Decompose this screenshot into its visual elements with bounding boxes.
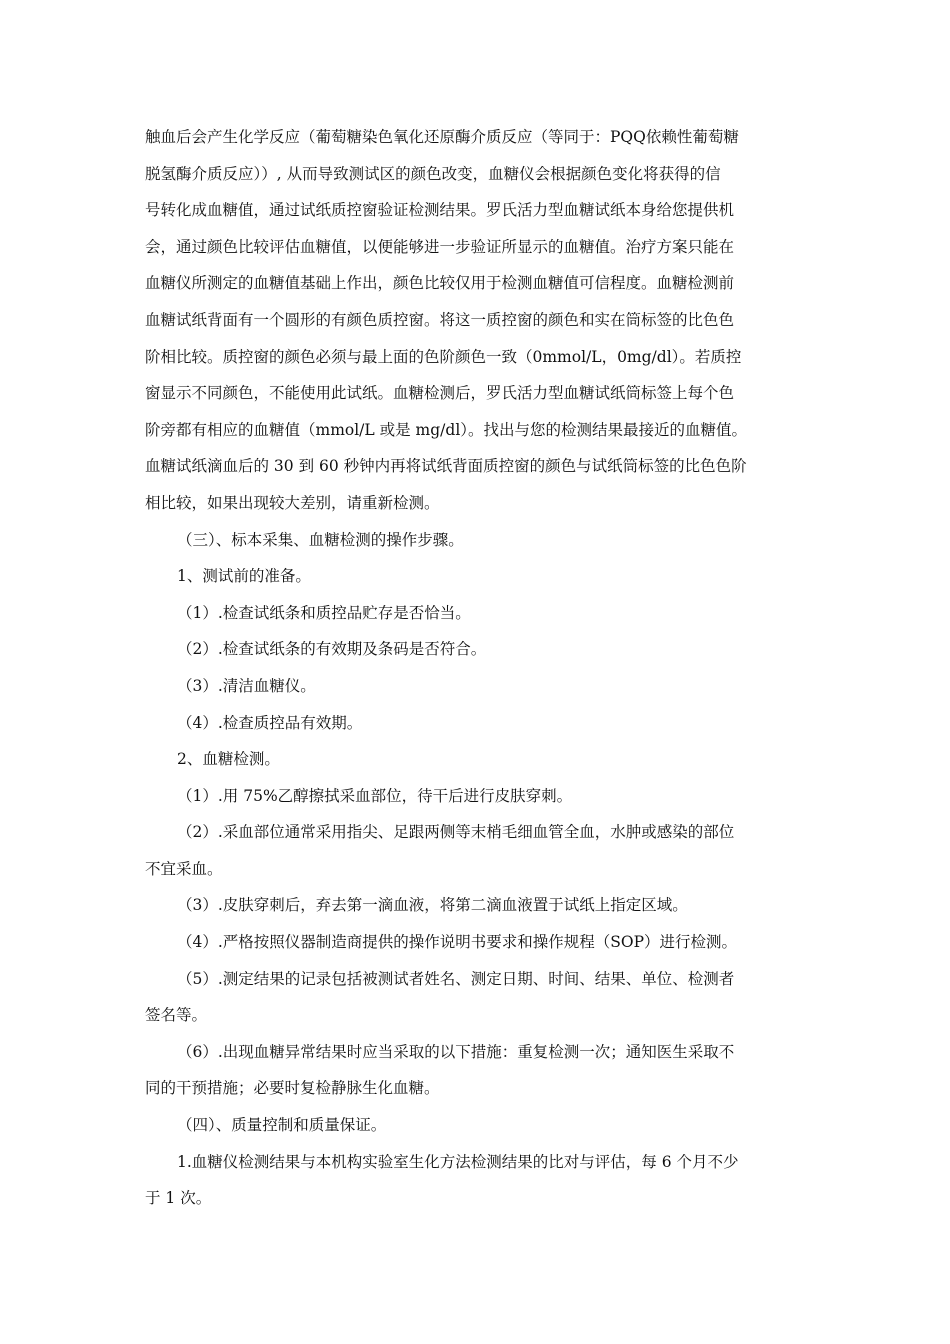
text-line: 不宜采血。 bbox=[145, 859, 223, 878]
text-line: 阶相比较。质控窗的颜色必须与最上面的色阶颜色一致（0mmol/L，0mg/dl）。若质控 bbox=[145, 347, 742, 366]
document-body bbox=[145, 119, 805, 1217]
text-line: （5）.测定结果的记录包括被测试者姓名、测定日期、时间、结果、单位、检测者 bbox=[177, 969, 735, 988]
text-line: （四）、质量控制和质量保证。 bbox=[177, 1116, 387, 1135]
text-line: 血糖试纸背面有一个圆形的有颜色质控窗。将这一质控窗的颜色和实在筒标签的比色色 bbox=[145, 310, 735, 329]
text-line: 于 1 次。 bbox=[145, 1189, 212, 1208]
text-line: （1）.用 75%乙醇擦拭采血部位，待干后进行皮肤穿刺。 bbox=[177, 786, 573, 805]
text-line: （2）.检查试纸条的有效期及条码是否符合。 bbox=[177, 640, 487, 659]
text-line: 号转化成血糖值，通过试纸质控窗验证检测结果。罗氏活力型血糖试纸本身给您提供机 bbox=[145, 201, 735, 220]
text-line: （1）.检查试纸条和质控品贮存是否恰当。 bbox=[177, 603, 471, 622]
text-line: 触血后会产生化学反应（葡萄糖染色氧化还原酶介质反应（等同于：PQQ依赖性葡萄糖 bbox=[145, 128, 739, 146]
text-line: 会，通过颜色比较评估血糖值，以便能够进一步验证所显示的血糖值。治疗方案只能在 bbox=[145, 237, 735, 256]
text-line: 阶旁都有相应的血糖值（mmol/L 或是 mg/dl）。找出与您的检测结果最接近的血糖值。 bbox=[145, 420, 748, 439]
text-line: 血糖试纸滴血后的 30 到 60 秒钟内再将试纸背面质控窗的颜色与试纸筒标签的比色色阶 bbox=[145, 457, 747, 476]
text-line: （三）、标本采集、血糖检测的操作步骤。 bbox=[177, 530, 464, 549]
text-line: 相比较，如果出现较大差别，请重新检测。 bbox=[145, 493, 440, 512]
text-line: （3）.清洁血糖仪。 bbox=[177, 676, 316, 695]
text-line: 脱氢酶介质反应））, 从而导致测试区的颜色改变，血糖仪会根据颜色变化将获得的信 bbox=[145, 164, 721, 183]
text-line: 血糖仪所测定的血糖值基础上作出，颜色比较仅用于检测血糖值可信程度。血糖检测前 bbox=[145, 274, 735, 293]
text-line: （3）.皮肤穿刺后，弃去第一滴血液，将第二滴血液置于试纸上指定区域。 bbox=[177, 896, 688, 915]
text-line: （4）.严格按照仪器制造商提供的操作说明书要求和操作规程（SOP）进行检测。 bbox=[177, 933, 738, 952]
text-line: （4）.检查质控品有效期。 bbox=[177, 713, 363, 732]
text-line: 1、测试前的准备。 bbox=[177, 567, 311, 586]
text-line: 签名等。 bbox=[145, 1006, 208, 1025]
text-line: 1.血糖仪检测结果与本机构实验室生化方法检测结果的比对与评估，每 6 个月不少 bbox=[177, 1152, 739, 1171]
text-line: （6）.出现血糖异常结果时应当采取的以下措施：重复检测一次；通知医生采取不 bbox=[177, 1042, 735, 1061]
text-line: 同的干预措施；必要时复检静脉生化血糖。 bbox=[145, 1079, 440, 1098]
text-line: 窗显示不同颜色，不能使用此试纸。血糖检测后，罗氏活力型血糖试纸筒标签上每个色 bbox=[145, 384, 735, 403]
text-line: 2、血糖检测。 bbox=[177, 750, 280, 769]
text-line: （2）.采血部位通常采用指尖、足跟两侧等末梢毛细血管全血，水肿或感染的部位 bbox=[177, 823, 735, 842]
